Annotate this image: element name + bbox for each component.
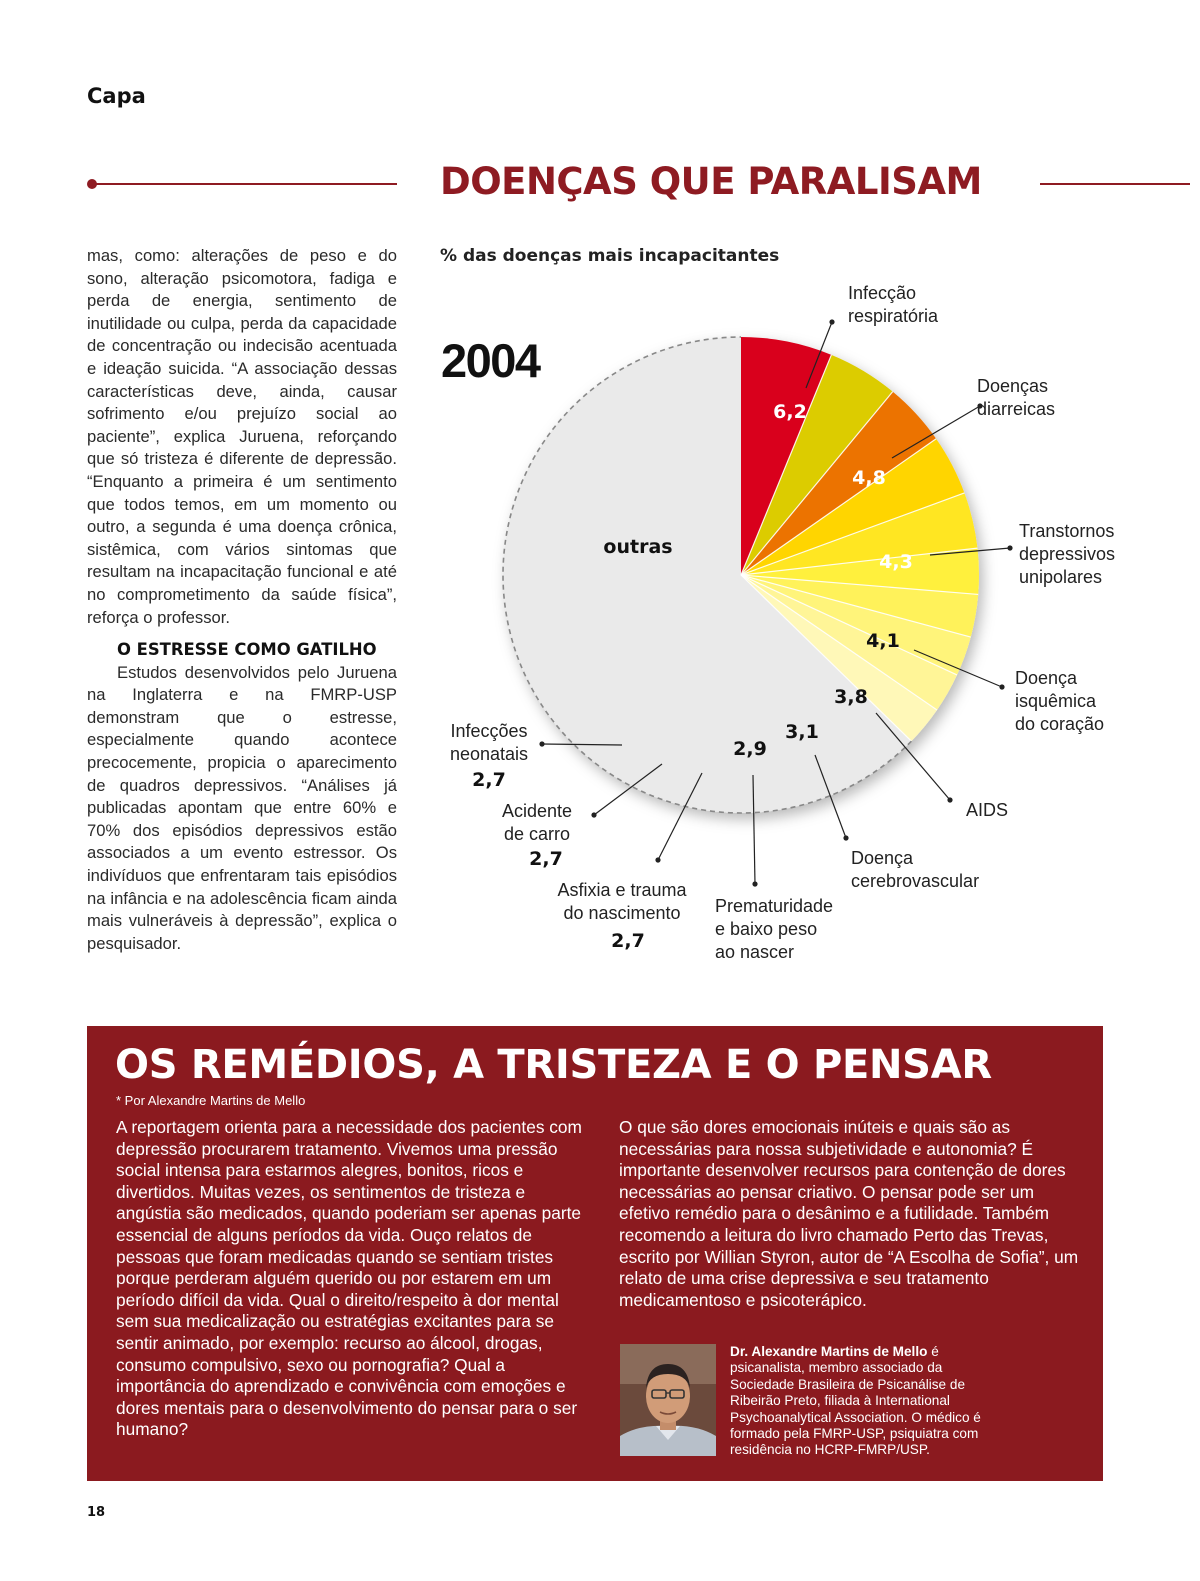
pie-leader-dot (999, 684, 1004, 689)
box-title: OS REMÉDIOS, A TRISTEZA E O PENSAR (115, 1042, 992, 1088)
page-number: 18 (87, 1505, 106, 1520)
pie-category-label: Doenças diarreicas (977, 376, 1056, 419)
pie-value-label: 2,9 (733, 738, 767, 760)
infographic-title: DOENÇAS QUE PARALISAM (440, 160, 982, 203)
article-subhead: O ESTRESSE COMO GATILHO (117, 640, 377, 660)
chart-subtitle: % das doenças mais incapacitantes (440, 246, 780, 266)
pie-leader-dot (655, 857, 660, 862)
author-bio-text: é psicanalista, membro associado da Sociedade Brasileira de Psicanálise de Ribeirão Preto, filiada à International Psychoanalytical Association. O médico é formado pela FMRP-USP, psiquiatra com residência no HCRP-FMRP/USP. (730, 1344, 981, 1458)
box-column-2: O que são dores emocionais inúteis e quais são as necessárias para nossa subjetividade e autonomia? É importante desenvolver recursos para contenção de dores necessárias ao pensar criativo. O pensar pode ser um efetivo remédio para o desânimo e a futilidade. Também recomendo a leitura do livro chamado Perto das Trevas, escrito por Willian Styron, autor de “A Escolha de Sofia”, um relato de uma crise depressiva e seu tratamento medicamentoso e psicoterápico. (619, 1117, 1079, 1310)
chart-year: 2004 (441, 334, 540, 387)
pie-value-label: 4,1 (866, 630, 900, 652)
pie-value-label: 4,8 (852, 467, 886, 489)
author-photo (620, 1344, 716, 1456)
pie-value-label: 2,7 (611, 930, 645, 952)
author-name: Dr. Alexandre Martins de Mello (730, 1344, 928, 1359)
pie-others-label: outras (603, 536, 673, 558)
pie-category-label: Infecção respiratória (848, 283, 939, 326)
pie-category-label: Doença cerebrovascular (851, 848, 980, 891)
pie-value-label: 2,7 (529, 848, 563, 870)
pie-leader-dot (947, 797, 952, 802)
author-bio (730, 1344, 995, 1459)
pie-value-label: 6,2 (773, 401, 807, 423)
pie-leader-dot (591, 812, 596, 817)
pie-leader-dot (843, 835, 848, 840)
pie-category-label: Transtornos depressivos unipolares (1019, 521, 1116, 587)
pie-category-label: Asfixia e trauma do nascimento (557, 880, 687, 923)
box-column-1: A reportagem orienta para a necessidade dos pacientes com depressão procurarem tratamento. Vivemos uma pressão social intensa para estarmos alegres, bonitos, ricos e divertidos. Muitas vezes, os sentimentos de tristeza e angústia são medicados, quando poderiam ser apenas parte essencial de alguns períodos da vida. Ouço relatos de pessoas que foram medicadas quando se sentiam tristes porque perderam alguém querido ou por estarem em um período difícil da vida. Qual o direito/respeito à dor mental sem sua medicalização ou estratégias excitantes para se sentir animado, por exemplo: recurso ao álcool, drogas, consumo compulsivo, sexo ou pornografia? Qual a importância do aprendizado e convivência com emoções e dores mentais para o desenvolvimento do pensar para o ser humano? (116, 1117, 582, 1440)
article-paragraph: mas, como: alterações de peso e do sono, alteração psicomotora, fadiga e perda de energia, sentimento de inutilidade ou culpa, perda da capacidade de concentração ou indecisão acentuada e ideação suicida. “A associação dessas características deve, ainda, causar sofrimento e/ou prejuízo social ao paciente”, explica Juruena, reforçando que só tristeza é diferente de depressão. “Enquanto a primeira é um sentimento que todos temos, em um momento ou outro, a segunda é uma doença crônica, sistêmica, com vários sintomas que resultam na incapacitação funcional e até no comprometimento da saúde física”, reforça o professor. (87, 246, 397, 627)
pie-category-label: Acidente de carro (501, 801, 573, 844)
pie-value-label: 3,1 (785, 721, 819, 743)
pie-category-label: Prematuridade e baixo peso ao nascer (715, 896, 834, 962)
pie-category-label: AIDS (966, 800, 1009, 820)
article-paragraph: Estudos desenvolvidos pelo Juruena na Inglaterra e na FMRP-USP demonstram que o estresse, especialmente quando acontece precocemente, propicia o aparecimento de quadros depressivos. “Análises já publicadas apontam que entre 60% e 70% dos episódios depressivos estão associados a um evento estressor. Os indivíduos que enfrentaram tais episódios na infância e na adolescência ficam ainda mais vulneráveis à depressão”, explica o pesquisador. (87, 662, 397, 953)
pie-leader-dot (1007, 545, 1012, 550)
pie-value-label: 3,8 (834, 686, 868, 708)
pie-value-label: 2,7 (472, 769, 506, 791)
box-byline: * Por Alexandre Martins de Mello (116, 1093, 306, 1108)
pie-leader-dot (752, 881, 757, 886)
opinion-box (87, 1026, 1103, 1481)
pie-leader-dot (539, 741, 544, 746)
pie-leader-dot (829, 319, 834, 324)
pie-category-label: Doença isquêmica do coração (1015, 668, 1105, 734)
section-label: Capa (87, 84, 146, 108)
pie-value-label: 4,3 (879, 551, 913, 573)
pie-category-label: Infecções neonatais (449, 721, 529, 764)
